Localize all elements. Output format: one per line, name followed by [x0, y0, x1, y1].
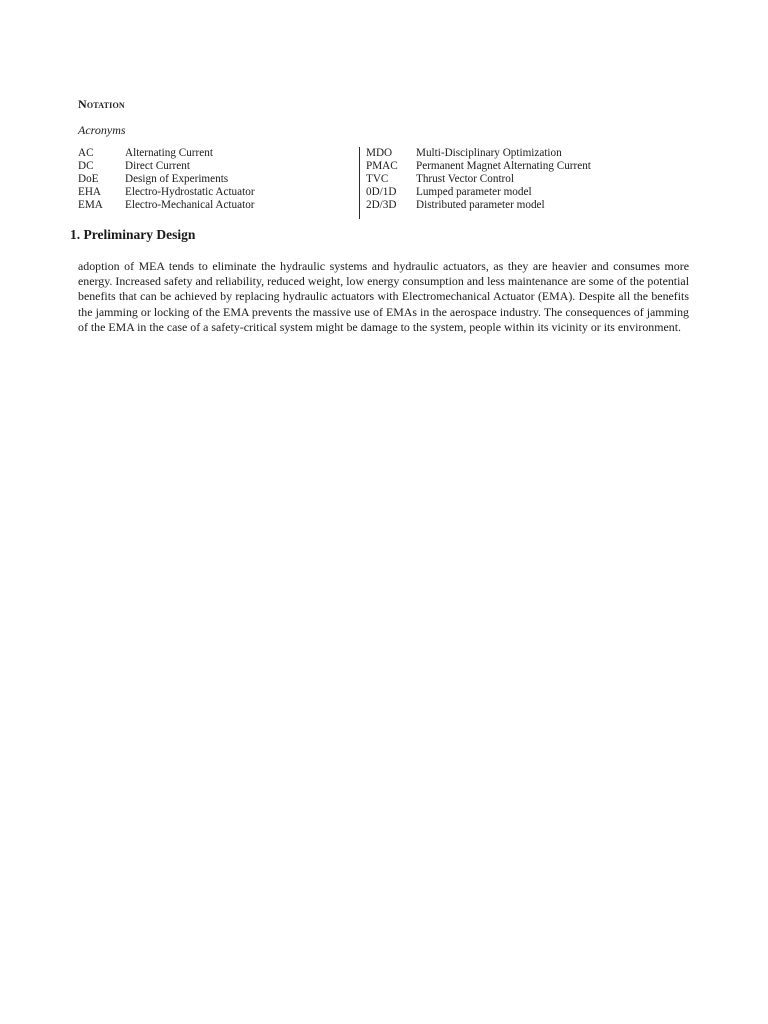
- section-heading: 1. Preliminary Design: [70, 227, 196, 242]
- acronym-abbr: PMAC: [366, 160, 398, 172]
- acronym-meaning: Alternating Current: [125, 147, 213, 159]
- acronym-abbr: DC: [78, 160, 94, 172]
- acronym-abbr: EHA: [78, 186, 101, 198]
- acronym-row: [366, 186, 591, 199]
- acronyms-left-column: [78, 147, 255, 212]
- acronym-row: [78, 199, 255, 212]
- acronym-abbr: DoE: [78, 173, 99, 185]
- acronym-abbr: 2D/3D: [366, 199, 397, 211]
- acronym-abbr: EMA: [78, 199, 103, 211]
- acronym-abbr: 0D/1D: [366, 186, 397, 198]
- acronym-row: [366, 199, 591, 212]
- acronym-row: [78, 147, 255, 160]
- acronym-abbr: AC: [78, 147, 94, 159]
- acronym-meaning: Electro-Hydrostatic Actuator: [125, 186, 255, 198]
- acronym-abbr: TVC: [366, 173, 389, 185]
- acronym-meaning: Electro-Mechanical Actuator: [125, 199, 255, 211]
- acronym-row: [366, 160, 591, 173]
- acronym-meaning: Permanent Magnet Alternating Current: [416, 160, 591, 172]
- acronym-row: [78, 173, 255, 186]
- acronyms-subtitle: Acronyms: [78, 123, 126, 137]
- acronym-abbr: MDO: [366, 147, 393, 159]
- acronym-meaning: Lumped parameter model: [416, 186, 532, 198]
- column-divider: [359, 147, 360, 219]
- acronym-row: [78, 186, 255, 199]
- acronym-meaning: Multi-Disciplinary Optimization: [416, 147, 562, 159]
- acronym-meaning: Design of Experiments: [125, 173, 229, 185]
- notation-title: Notation: [78, 97, 125, 111]
- acronym-meaning: Distributed parameter model: [416, 199, 545, 211]
- acronyms-right-column: [366, 147, 591, 212]
- acronym-row: [366, 147, 591, 160]
- acronym-row: [78, 160, 255, 173]
- acronym-meaning: Thrust Vector Control: [416, 173, 514, 185]
- body-paragraph: adoption of MEA tends to eliminate the hydraulic systems and hydraulic actuators, as they are heavier and consumes more energy. Increased safety and reliability, reduced weight, low energy consumption and less maintenance are some of the potential benefits that can be achieved by replacing hydraulic actuators with Electromechanical Actuator (EMA). Despite all the benefits the jamming or locking of the EMA prevents the massive use of EMAs in the aerospace industry. The consequences of jamming of the EMA in the case of a safety-critical system might be damage to the system, people within its vicinity or its environment.: [78, 259, 689, 334]
- acronym-meaning: Direct Current: [125, 160, 190, 172]
- acronym-row: [366, 173, 591, 186]
